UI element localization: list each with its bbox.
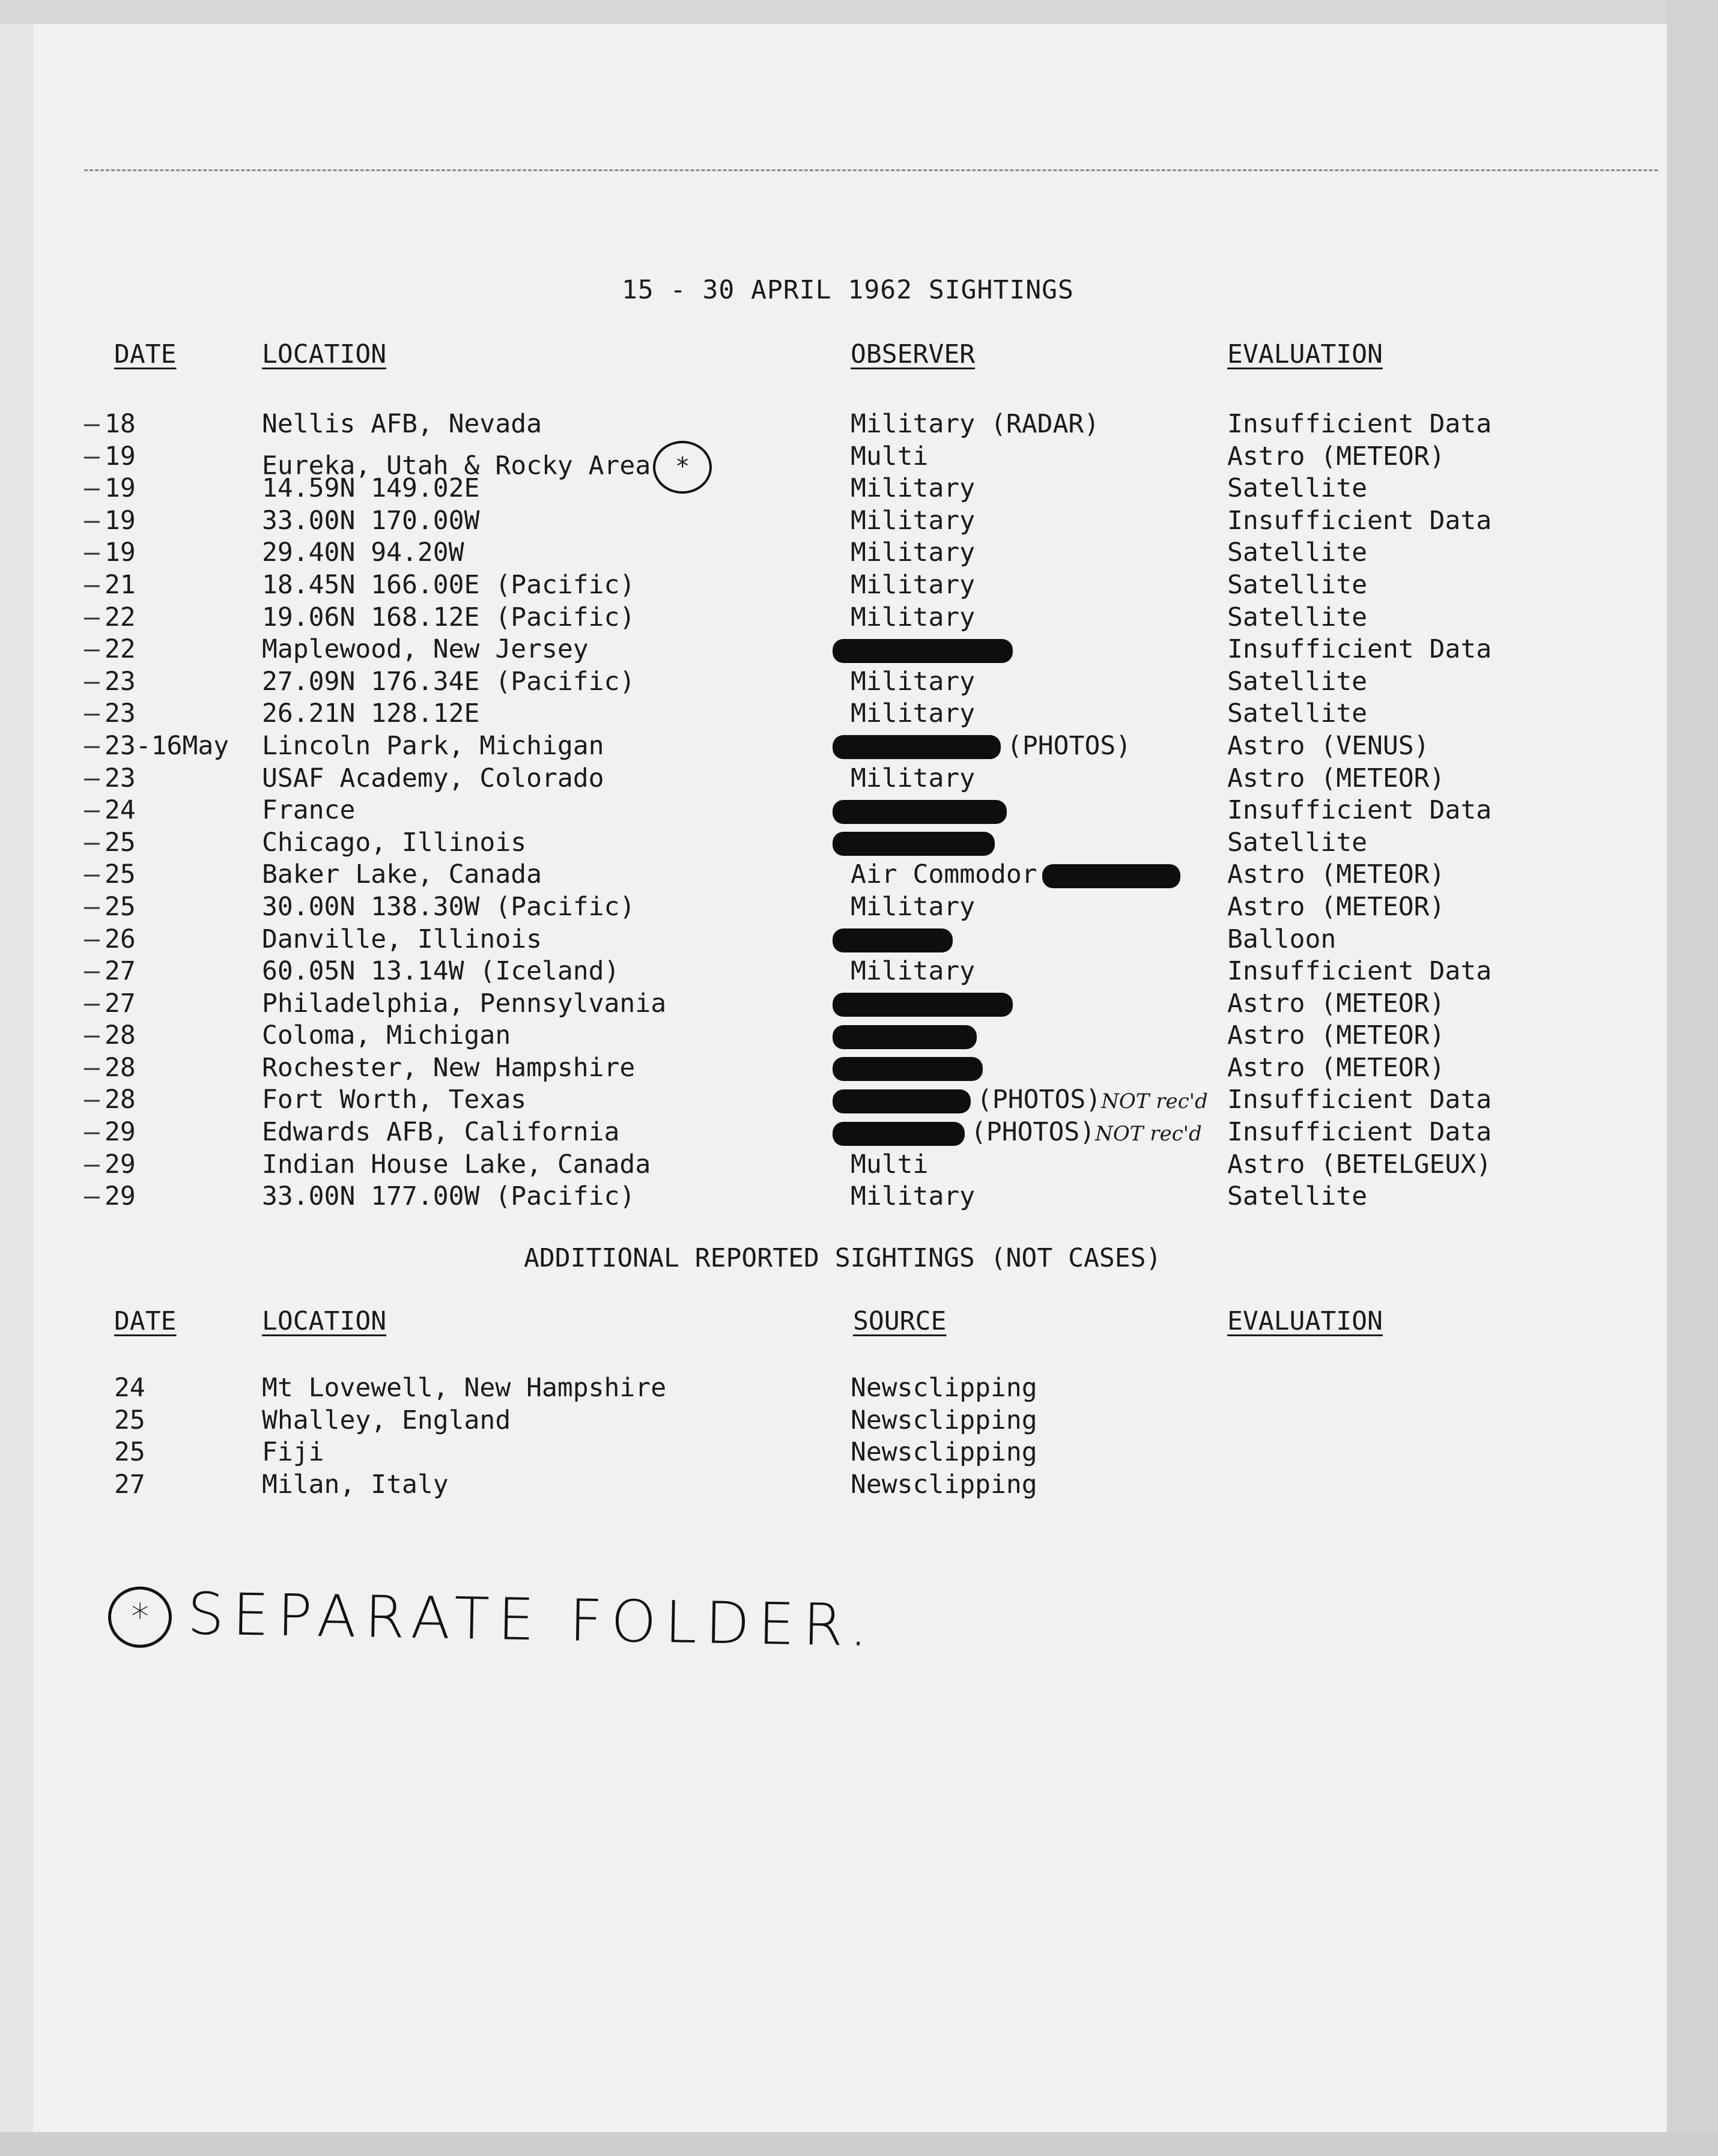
sighting-location: Maplewood, New Jersey xyxy=(262,634,589,665)
sighting-date: ‒ 19 xyxy=(84,441,136,473)
sighting-date: ‒ 27 xyxy=(84,988,136,1020)
redaction-block xyxy=(833,928,953,952)
sighting-date: ‒ 27 xyxy=(84,955,136,988)
header-observer: OBSERVER xyxy=(851,339,976,369)
sighting-location: Edwards AFB, California xyxy=(262,1117,620,1148)
sighting-date: ‒ 18 xyxy=(84,408,136,441)
sighting-date: ‒ 29 xyxy=(84,1116,136,1149)
additional-source: Newsclipping xyxy=(851,1373,1037,1403)
sighting-observer: Multi xyxy=(851,441,929,471)
sighting-row xyxy=(0,666,1634,698)
sighting-evaluation: Astro (METEOR) xyxy=(1227,859,1445,890)
sighting-location: France xyxy=(262,795,356,826)
sighting-evaluation: Astro (METEOR) xyxy=(1227,891,1445,922)
sighting-location: Chicago, Illinois xyxy=(262,827,527,858)
sighting-evaluation: Satellite xyxy=(1227,537,1367,568)
sighting-observer: Military xyxy=(851,698,976,729)
sighting-row xyxy=(0,1020,1634,1052)
sighting-location: Philadelphia, Pennsylvania xyxy=(262,988,667,1019)
additional-row xyxy=(0,1405,1634,1437)
sighting-location: 30.00N 138.30W (Pacific) xyxy=(262,891,636,922)
sighting-row xyxy=(0,730,1634,763)
sighting-location: Indian House Lake, Canada xyxy=(262,1149,651,1179)
sighting-location: 60.05N 13.14W (Iceland) xyxy=(262,956,620,987)
check-tick-mark: ‒ xyxy=(84,1117,100,1148)
sighting-row xyxy=(0,569,1634,602)
check-tick-mark: ‒ xyxy=(84,891,100,922)
sighting-date: ‒ 25 xyxy=(84,859,136,891)
sighting-observer: Military (RADAR) xyxy=(851,409,1100,439)
sighting-evaluation: Balloon xyxy=(1227,924,1337,954)
asterisk-circle-mark: * xyxy=(108,1586,172,1649)
redaction-block xyxy=(833,1089,971,1113)
additional-source: Newsclipping xyxy=(851,1469,1037,1500)
sighting-date: ‒ 19 xyxy=(84,505,136,537)
check-tick-mark: ‒ xyxy=(84,763,100,793)
sighting-date: ‒ 29 xyxy=(84,1181,136,1213)
sighting-observer: (PHOTOS)NOT rec'd xyxy=(851,1084,1208,1118)
handwritten-not-received-note: NOT rec'd xyxy=(1101,1089,1208,1114)
sighting-observer: Military xyxy=(851,569,976,600)
sighting-date: ‒ 19 xyxy=(84,473,136,505)
check-tick-mark: ‒ xyxy=(84,634,100,665)
sighting-observer: Military xyxy=(851,763,976,793)
redaction-block xyxy=(833,800,1007,824)
sighting-observer: Military xyxy=(851,537,976,568)
sighting-location: Danville, Illinois xyxy=(262,924,542,954)
sighting-date: ‒ 22 xyxy=(84,634,136,666)
sighting-date: ‒ 28 xyxy=(84,1020,136,1052)
check-tick-mark: ‒ xyxy=(84,730,100,761)
redaction-block xyxy=(833,832,995,856)
sighting-row xyxy=(0,634,1634,666)
sighting-location: USAF Academy, Colorado xyxy=(262,763,604,793)
asterisk-circle-icon: * xyxy=(653,441,712,494)
sighting-row xyxy=(0,955,1634,988)
handwritten-note: SEPARATE FOLDER. xyxy=(187,1580,877,1660)
check-tick-mark: ‒ xyxy=(84,827,100,858)
sighting-date: ‒ 28 xyxy=(84,1052,136,1085)
sighting-date: ‒ 23 xyxy=(84,666,136,698)
sighting-evaluation: Insufficient Data xyxy=(1227,956,1492,987)
sighting-date: ‒ 25 xyxy=(84,827,136,859)
additional-row xyxy=(0,1372,1634,1405)
additional-date: 25 xyxy=(114,1437,145,1468)
sighting-date: ‒ 21 xyxy=(84,569,136,602)
sighting-date: ‒ 19 xyxy=(84,537,136,569)
header-location: LOCATION xyxy=(262,339,387,369)
sighting-row xyxy=(0,473,1634,505)
sighting-observer: Military xyxy=(851,505,976,536)
sighting-observer: Military xyxy=(851,666,976,697)
check-tick-mark: ‒ xyxy=(84,409,100,439)
redaction-block xyxy=(833,1025,977,1049)
additional-location: Whalley, England xyxy=(262,1405,511,1435)
handwritten-annotation xyxy=(108,1579,876,1661)
sighting-evaluation: Satellite xyxy=(1227,473,1367,504)
sighting-row xyxy=(0,1181,1634,1213)
redaction-block xyxy=(833,1122,965,1146)
additional-location: Mt Lovewell, New Hampshire xyxy=(262,1373,667,1403)
sighting-location: Baker Lake, Canada xyxy=(262,859,542,890)
sighting-evaluation: Insufficient Data xyxy=(1227,795,1492,826)
sighting-observer: Military xyxy=(851,956,976,987)
sighting-date: ‒ 23-16May xyxy=(84,730,229,763)
redaction-block xyxy=(1042,864,1180,888)
sighting-row xyxy=(0,891,1634,924)
check-tick-mark: ‒ xyxy=(84,473,100,504)
sighting-observer: Air Commodor xyxy=(851,859,1186,891)
check-tick-mark: ‒ xyxy=(84,956,100,987)
sighting-observer xyxy=(851,634,1019,666)
sighting-location: 26.21N 128.12E xyxy=(262,698,480,729)
redaction-block xyxy=(833,639,1013,663)
header-evaluation: EVALUATION xyxy=(1227,339,1383,369)
check-tick-mark: ‒ xyxy=(84,1149,100,1179)
additional-header-evaluation: EVALUATION xyxy=(1227,1306,1383,1336)
sighting-date: ‒ 23 xyxy=(84,763,136,795)
sighting-location: Nellis AFB, Nevada xyxy=(262,409,542,439)
sighting-row xyxy=(0,988,1634,1020)
check-tick-mark: ‒ xyxy=(84,1020,100,1051)
sighting-observer xyxy=(851,988,1019,1020)
sighting-evaluation: Astro (BETELGEUX) xyxy=(1227,1149,1492,1179)
sighting-location: 18.45N 166.00E (Pacific) xyxy=(262,569,636,600)
sighting-row xyxy=(0,795,1634,827)
sighting-row xyxy=(0,859,1634,891)
check-tick-mark: ‒ xyxy=(84,602,100,632)
sighting-observer: Multi xyxy=(851,1149,929,1179)
check-tick-mark: ‒ xyxy=(84,666,100,697)
additional-location: Fiji xyxy=(262,1437,324,1468)
sighting-evaluation: Satellite xyxy=(1227,666,1367,697)
sighting-date: ‒ 24 xyxy=(84,795,136,827)
scan-edge-right xyxy=(1667,0,1718,2156)
sighting-evaluation: Insufficient Data xyxy=(1227,505,1492,536)
sighting-observer xyxy=(851,924,959,956)
additional-header-date: DATE xyxy=(114,1306,177,1336)
sighting-evaluation: Astro (METEOR) xyxy=(1227,763,1445,793)
sighting-date: ‒ 25 xyxy=(84,891,136,924)
sighting-observer: (PHOTOS) xyxy=(851,730,1131,763)
additional-date: 24 xyxy=(114,1373,145,1403)
sighting-row xyxy=(0,763,1634,795)
additional-source: Newsclipping xyxy=(851,1437,1037,1468)
sighting-evaluation: Astro (METEOR) xyxy=(1227,988,1445,1019)
perforation-line xyxy=(84,169,1658,171)
sighting-evaluation: Satellite xyxy=(1227,827,1367,858)
sighting-date: ‒ 22 xyxy=(84,602,136,634)
sighting-observer: Military xyxy=(851,891,976,922)
sighting-location: Lincoln Park, Michigan xyxy=(262,730,604,761)
sighting-date: ‒ 23 xyxy=(84,698,136,730)
sighting-observer: Military xyxy=(851,1181,976,1212)
sighting-row xyxy=(0,1084,1634,1116)
check-tick-mark: ‒ xyxy=(84,1085,100,1115)
additional-date: 25 xyxy=(114,1405,145,1435)
sighting-row xyxy=(0,505,1634,537)
additional-header-location: LOCATION xyxy=(262,1306,387,1336)
scan-edge-bottom xyxy=(0,2132,1718,2156)
additional-date: 27 xyxy=(114,1469,145,1500)
sightings-table xyxy=(0,408,1634,1213)
sighting-observer: (PHOTOS)NOT rec'd xyxy=(851,1116,1202,1151)
document-title: 15 - 30 APRIL 1962 SIGHTINGS xyxy=(622,275,1074,305)
sighting-row xyxy=(0,408,1634,441)
sighting-evaluation: Satellite xyxy=(1227,1181,1367,1212)
redaction-block xyxy=(833,1057,983,1081)
check-tick-mark: ‒ xyxy=(84,537,100,568)
sighting-row xyxy=(0,602,1634,634)
sighting-evaluation: Insufficient Data xyxy=(1227,1117,1492,1148)
sighting-evaluation: Satellite xyxy=(1227,602,1367,632)
check-tick-mark: ‒ xyxy=(84,1052,100,1083)
additional-section-title: ADDITIONAL REPORTED SIGHTINGS (NOT CASES) xyxy=(524,1243,1162,1273)
sighting-location: 14.59N 149.02E xyxy=(262,473,480,504)
sighting-evaluation: Satellite xyxy=(1227,698,1367,729)
additional-table xyxy=(0,1372,1634,1501)
sighting-location: 29.40N 94.20W xyxy=(262,537,464,568)
sighting-date: ‒ 28 xyxy=(84,1084,136,1116)
check-tick-mark: ‒ xyxy=(84,988,100,1019)
sighting-evaluation: Insufficient Data xyxy=(1227,409,1492,439)
sighting-observer xyxy=(851,795,1013,827)
sighting-row xyxy=(0,1116,1634,1149)
check-tick-mark: ‒ xyxy=(84,924,100,954)
scan-edge-top xyxy=(0,0,1718,24)
check-tick-mark: ‒ xyxy=(84,859,100,890)
sighting-location: 33.00N 170.00W xyxy=(262,505,480,536)
sighting-location: 33.00N 177.00W (Pacific) xyxy=(262,1181,636,1212)
sighting-location: Rochester, New Hampshire xyxy=(262,1052,636,1083)
sighting-evaluation: Insufficient Data xyxy=(1227,1085,1492,1115)
sighting-row xyxy=(0,698,1634,730)
additional-header-source: SOURCE xyxy=(853,1306,947,1336)
sighting-evaluation: Astro (METEOR) xyxy=(1227,1020,1445,1051)
sighting-location: Coloma, Michigan xyxy=(262,1020,511,1051)
sighting-row xyxy=(0,827,1634,859)
sighting-evaluation: Satellite xyxy=(1227,569,1367,600)
sighting-location: Fort Worth, Texas xyxy=(262,1085,527,1115)
sighting-location: 19.06N 168.12E (Pacific) xyxy=(262,602,636,632)
sighting-observer xyxy=(851,1052,989,1085)
additional-location: Milan, Italy xyxy=(262,1469,449,1500)
check-tick-mark: ‒ xyxy=(84,1181,100,1212)
sighting-row xyxy=(0,924,1634,956)
handwritten-not-received-note: NOT rec'd xyxy=(1095,1122,1202,1146)
redaction-block xyxy=(833,735,1001,759)
sighting-observer xyxy=(851,1020,983,1052)
check-tick-mark: ‒ xyxy=(84,505,100,536)
check-tick-mark: ‒ xyxy=(84,795,100,826)
sighting-row xyxy=(0,1149,1634,1181)
sighting-date: ‒ 29 xyxy=(84,1149,136,1181)
sighting-observer: Military xyxy=(851,473,976,504)
check-tick-mark: ‒ xyxy=(84,569,100,600)
sighting-evaluation: Astro (METEOR) xyxy=(1227,441,1445,471)
additional-row xyxy=(0,1437,1634,1469)
sighting-location: 27.09N 176.34E (Pacific) xyxy=(262,666,636,697)
sighting-row xyxy=(0,1052,1634,1085)
sighting-evaluation: Insufficient Data xyxy=(1227,634,1492,665)
sighting-evaluation: Astro (METEOR) xyxy=(1227,1052,1445,1083)
check-tick-mark: ‒ xyxy=(84,441,100,471)
sighting-observer: Military xyxy=(851,602,976,632)
sighting-observer xyxy=(851,827,1001,859)
sighting-evaluation: Astro (VENUS) xyxy=(1227,730,1430,761)
sighting-date: ‒ 26 xyxy=(84,924,136,956)
additional-source: Newsclipping xyxy=(851,1405,1037,1435)
additional-row xyxy=(0,1469,1634,1501)
sighting-row xyxy=(0,537,1634,569)
redaction-block xyxy=(833,993,1013,1017)
header-date: DATE xyxy=(114,339,177,369)
sighting-location: Eureka, Utah & Rocky Area * xyxy=(262,441,712,494)
sighting-row xyxy=(0,441,1634,481)
check-tick-mark: ‒ xyxy=(84,698,100,729)
